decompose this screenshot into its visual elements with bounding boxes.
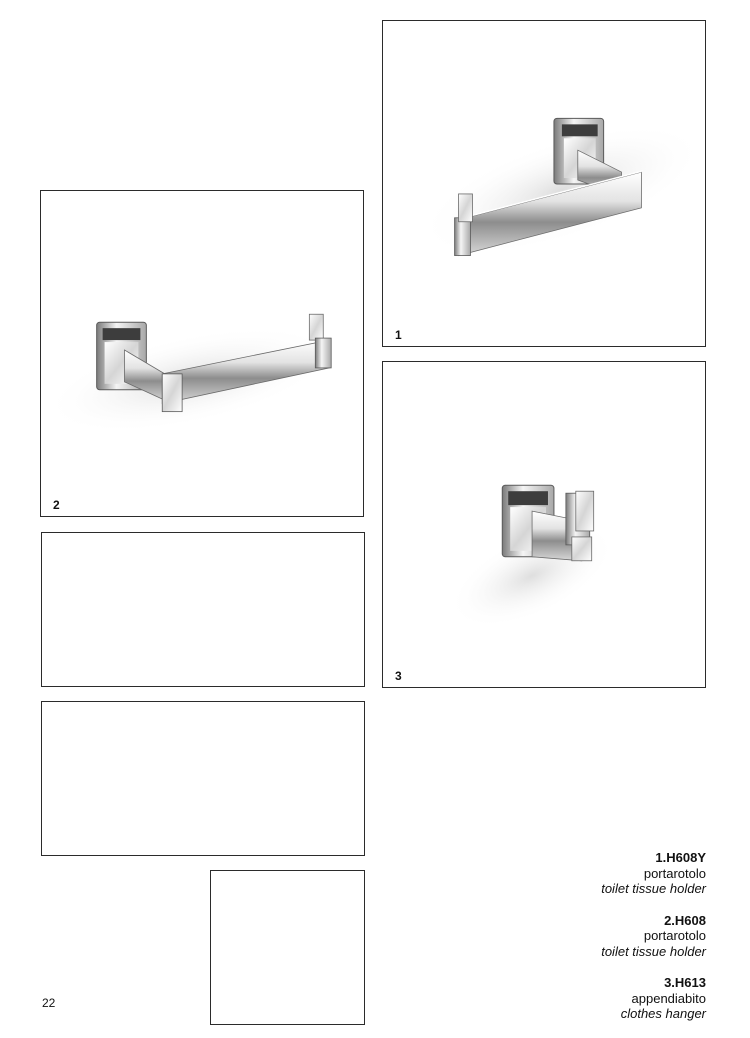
product-number: 2: [53, 498, 60, 512]
product-number: 1: [395, 328, 402, 342]
product-name-english: toilet tissue holder: [601, 881, 706, 896]
product-number: 3: [395, 669, 402, 683]
product-photo-1: [382, 20, 706, 347]
clothes-hook-icon: [383, 362, 705, 687]
product-code: 2.H608: [664, 912, 706, 928]
caption-product-2: [601, 913, 706, 960]
product-code: 3.H613: [664, 975, 706, 990]
empty-box: [210, 870, 365, 1025]
toilet-tissue-holder-icon: [383, 21, 705, 346]
product-name-english: toilet tissue holder: [601, 943, 706, 959]
caption-product-3: [601, 975, 706, 1022]
product-name-italian: portarotolo: [643, 865, 706, 881]
product-name-italian: appendiabito: [631, 990, 706, 1006]
empty-box: [41, 532, 365, 687]
product-photo-3: [382, 361, 706, 688]
product-photo-2: [40, 190, 364, 517]
product-name-italian: portarotolo: [643, 928, 706, 943]
caption-product-1: [601, 850, 706, 897]
product-captions: [601, 850, 706, 1038]
product-name-english: clothes hanger: [620, 1006, 706, 1021]
page-number: 22: [42, 996, 56, 1010]
toilet-tissue-holder-icon: [41, 191, 363, 516]
product-code: 1.H608Y: [655, 850, 706, 865]
empty-box: [41, 701, 365, 856]
